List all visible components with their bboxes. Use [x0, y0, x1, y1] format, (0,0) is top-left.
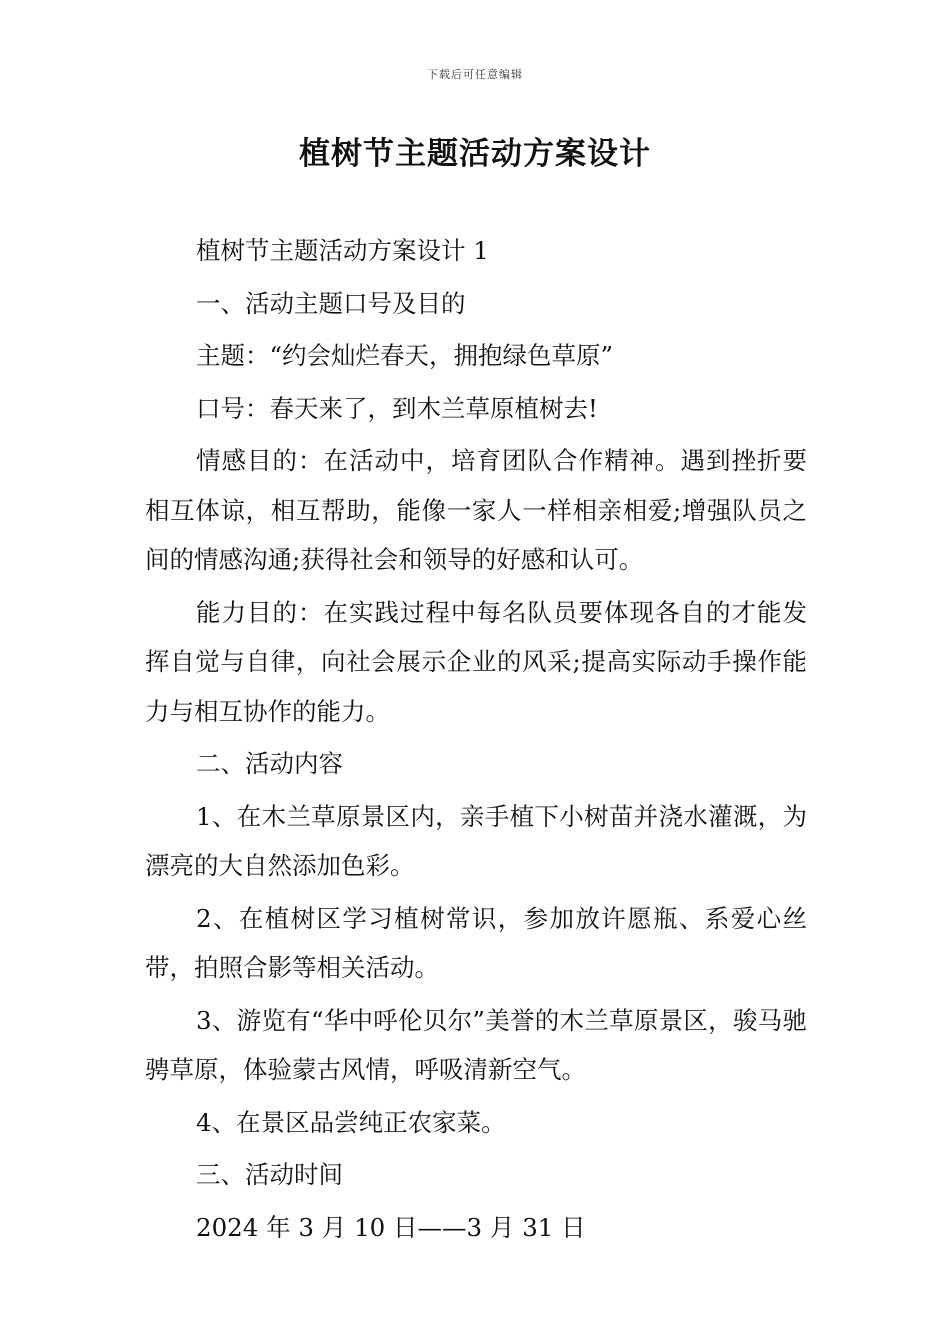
- content-item-3: 3、游览有“华中呼伦贝尔”美誉的木兰草原景区，骏马驰骋草原，体验蒙古风情，呼吸清新空气。: [145, 1005, 807, 1084]
- document-title: 植树节主题活动方案设计: [299, 136, 651, 172]
- slogan-paragraph: 口号：春天来了，到木兰草原植树去!: [196, 393, 598, 423]
- section-heading-1: 一、活动主题口号及目的: [196, 288, 466, 318]
- subtitle-paragraph: 植树节主题活动方案设计 1: [196, 236, 489, 265]
- content-item-2: 2、在植树区学习植树常识，参加放许愿瓶、系爱心丝带，拍照合影等相关活动。: [145, 903, 807, 982]
- content-item-1: 1、在木兰草原景区内，亲手植下小树苗并浇水灌溉，为漂亮的大自然添加色彩。: [145, 801, 807, 880]
- activity-date-paragraph: 2024 年 3 月 10 日——3 月 31 日: [196, 1212, 586, 1242]
- section-heading-3: 三、活动时间: [196, 1160, 343, 1189]
- emotional-goal-paragraph: 情感目的：在活动中，培育团队合作精神。遇到挫折要相互体谅，相互帮助，能像一家人一样相亲相爱;增强队员之间的情感沟通;获得社会和领导的好感和认可。: [145, 446, 807, 574]
- document-body: [145, 226, 807, 1255]
- header-note: 下载后可任意编辑: [427, 68, 523, 81]
- ability-goal-paragraph: 能力目的：在实践过程中每名队员要体现各自的才能发挥自觉与自律，向社会展示企业的风采;提高实际动手操作能力与相互协作的能力。: [145, 597, 807, 726]
- theme-paragraph: 主题：“约会灿烂春天，拥抱绿色草原”: [196, 341, 614, 370]
- content-item-4: 4、在景区品尝纯正农家菜。: [196, 1107, 506, 1137]
- section-heading-2: 二、活动内容: [196, 749, 343, 778]
